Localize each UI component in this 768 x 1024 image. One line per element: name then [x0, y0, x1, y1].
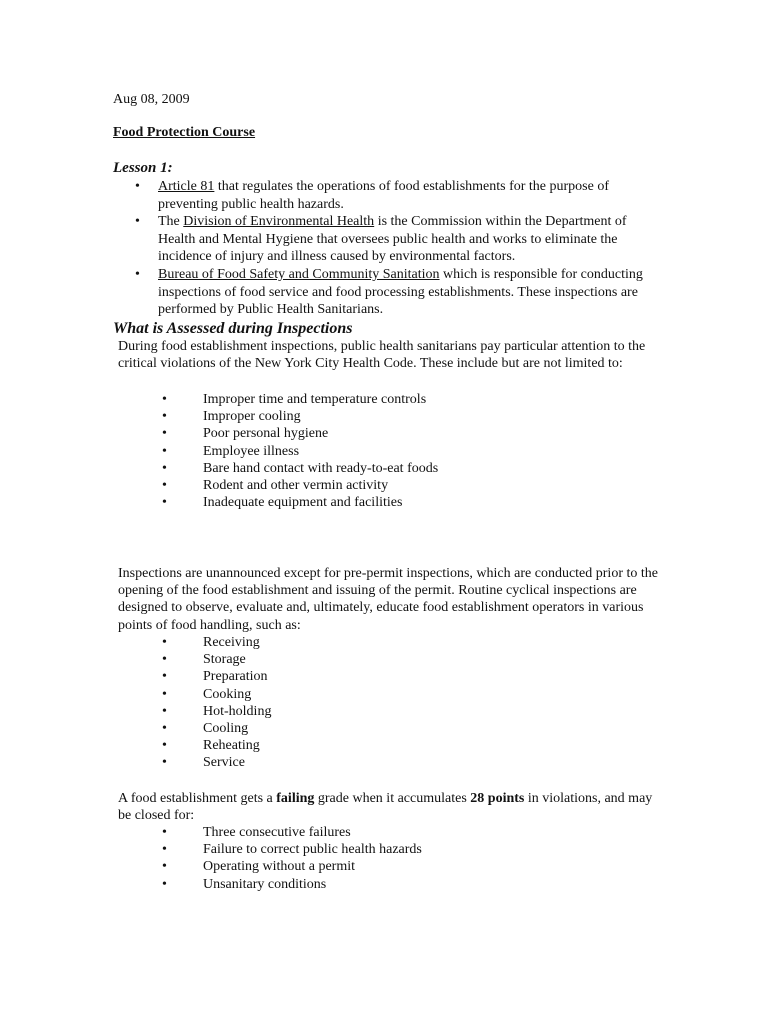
list-item-text: is the Commission within the Department of Health and Mental Hygiene that oversees public health and works to eliminate the incidence of injury and illness caused by environmental factors.: [158, 214, 627, 265]
lesson-title: Lesson 1:: [113, 160, 173, 176]
list-item: • Service: [162, 755, 245, 771]
list-item-text: which is responsible for conducting inspections of food service and food processing establishments. These inspections are performed by Public Health Sanitarians.: [158, 266, 643, 318]
list-item: [113, 178, 653, 213]
list-item: • Improper time and temperature controls: [162, 392, 427, 407]
paragraph-inspections-intro: During food establishment inspections, public health sanitarians pay particular attention to the critical violations of the New York City Health Code. These include but are not limited to:: [118, 339, 646, 372]
bullet-icon: •: [162, 669, 167, 685]
list-item: • Unsanitary conditions: [162, 876, 327, 892]
list-item: [113, 266, 653, 319]
bullet-icon: •: [135, 179, 140, 194]
list-item: • Failure to correct public health hazards: [162, 842, 422, 858]
list-item: • Three consecutive failures: [162, 825, 351, 840]
list-item: • Cooling: [162, 720, 249, 736]
section-heading: What is Assessed during Inspections: [113, 320, 353, 337]
list-item: • Bare hand contact with ready-to-eat foods: [162, 460, 439, 476]
bullet-icon: •: [162, 443, 167, 459]
course-title: Food Protection Course: [113, 125, 256, 140]
list-item: • Improper cooling: [162, 409, 301, 425]
bullet-icon: •: [162, 392, 167, 407]
list-item: • Employee illness: [162, 443, 300, 459]
list-item: • Operating without a permit: [162, 859, 356, 875]
bullet-icon: •: [162, 842, 167, 858]
link-division-environmental-health[interactable]: Division of Environmental Health: [183, 214, 375, 230]
link-article-81[interactable]: Article 81: [158, 179, 215, 194]
list-item: • Cooking: [162, 686, 252, 702]
document-date: Aug 08, 2009: [113, 92, 190, 107]
bullet-icon: •: [162, 409, 167, 425]
bullet-icon: •: [162, 755, 167, 771]
paragraph-failing-grade: A food establishment gets a failing grade when it accumulates 28 points in violations, and may be closed for:: [118, 791, 653, 824]
bullet-icon: •: [162, 460, 167, 476]
bullet-icon: •: [162, 426, 167, 442]
list-item: • Poor personal hygiene: [162, 426, 329, 442]
list-item-text: that regulates the operations of food establishments for the purpose of preventing public health hazards.: [158, 179, 609, 212]
link-bureau-food-safety[interactable]: Bureau of Food Safety and Community Sanitation: [158, 266, 440, 282]
points-emphasis: 28 points: [470, 791, 525, 806]
bullet-icon: •: [162, 686, 167, 702]
lesson-list: [113, 178, 653, 319]
bullet-icon: •: [135, 214, 140, 230]
bullet-icon: •: [162, 652, 167, 668]
bullet-icon: •: [135, 266, 140, 282]
bullet-icon: •: [162, 738, 167, 754]
handling-points-list: [118, 634, 271, 772]
bullet-icon: •: [162, 876, 167, 892]
list-item: • Rodent and other vermin activity: [162, 477, 389, 493]
list-item-prefix: The: [158, 214, 184, 230]
list-item: • Preparation: [162, 669, 268, 685]
bullet-icon: •: [162, 635, 167, 650]
list-item: • Hot-holding: [162, 703, 272, 719]
bullet-icon: •: [162, 859, 167, 875]
list-item: [113, 213, 653, 266]
bullet-icon: •: [162, 495, 167, 511]
bullet-icon: •: [162, 825, 167, 840]
list-item: • Receiving: [162, 635, 260, 650]
bullet-icon: •: [162, 477, 167, 493]
bullet-icon: •: [162, 720, 167, 736]
closure-reasons-list: [118, 824, 422, 893]
failing-emphasis: failing: [276, 791, 315, 806]
list-item: • Inadequate equipment and facilities: [162, 495, 403, 511]
bullet-icon: •: [162, 703, 167, 719]
list-item: • Reheating: [162, 738, 260, 754]
paragraph-unannounced-inspections: Inspections are unannounced except for pre-permit inspections, which are conducted prior to the opening of the food establishment and issuing of the permit. Routine cyclical inspections are designed to observe, evaluate and, ultimately, educate food establishment operators in various points of food handling, such as:: [118, 566, 658, 633]
list-item: • Storage: [162, 652, 246, 668]
violations-list: [118, 391, 438, 511]
